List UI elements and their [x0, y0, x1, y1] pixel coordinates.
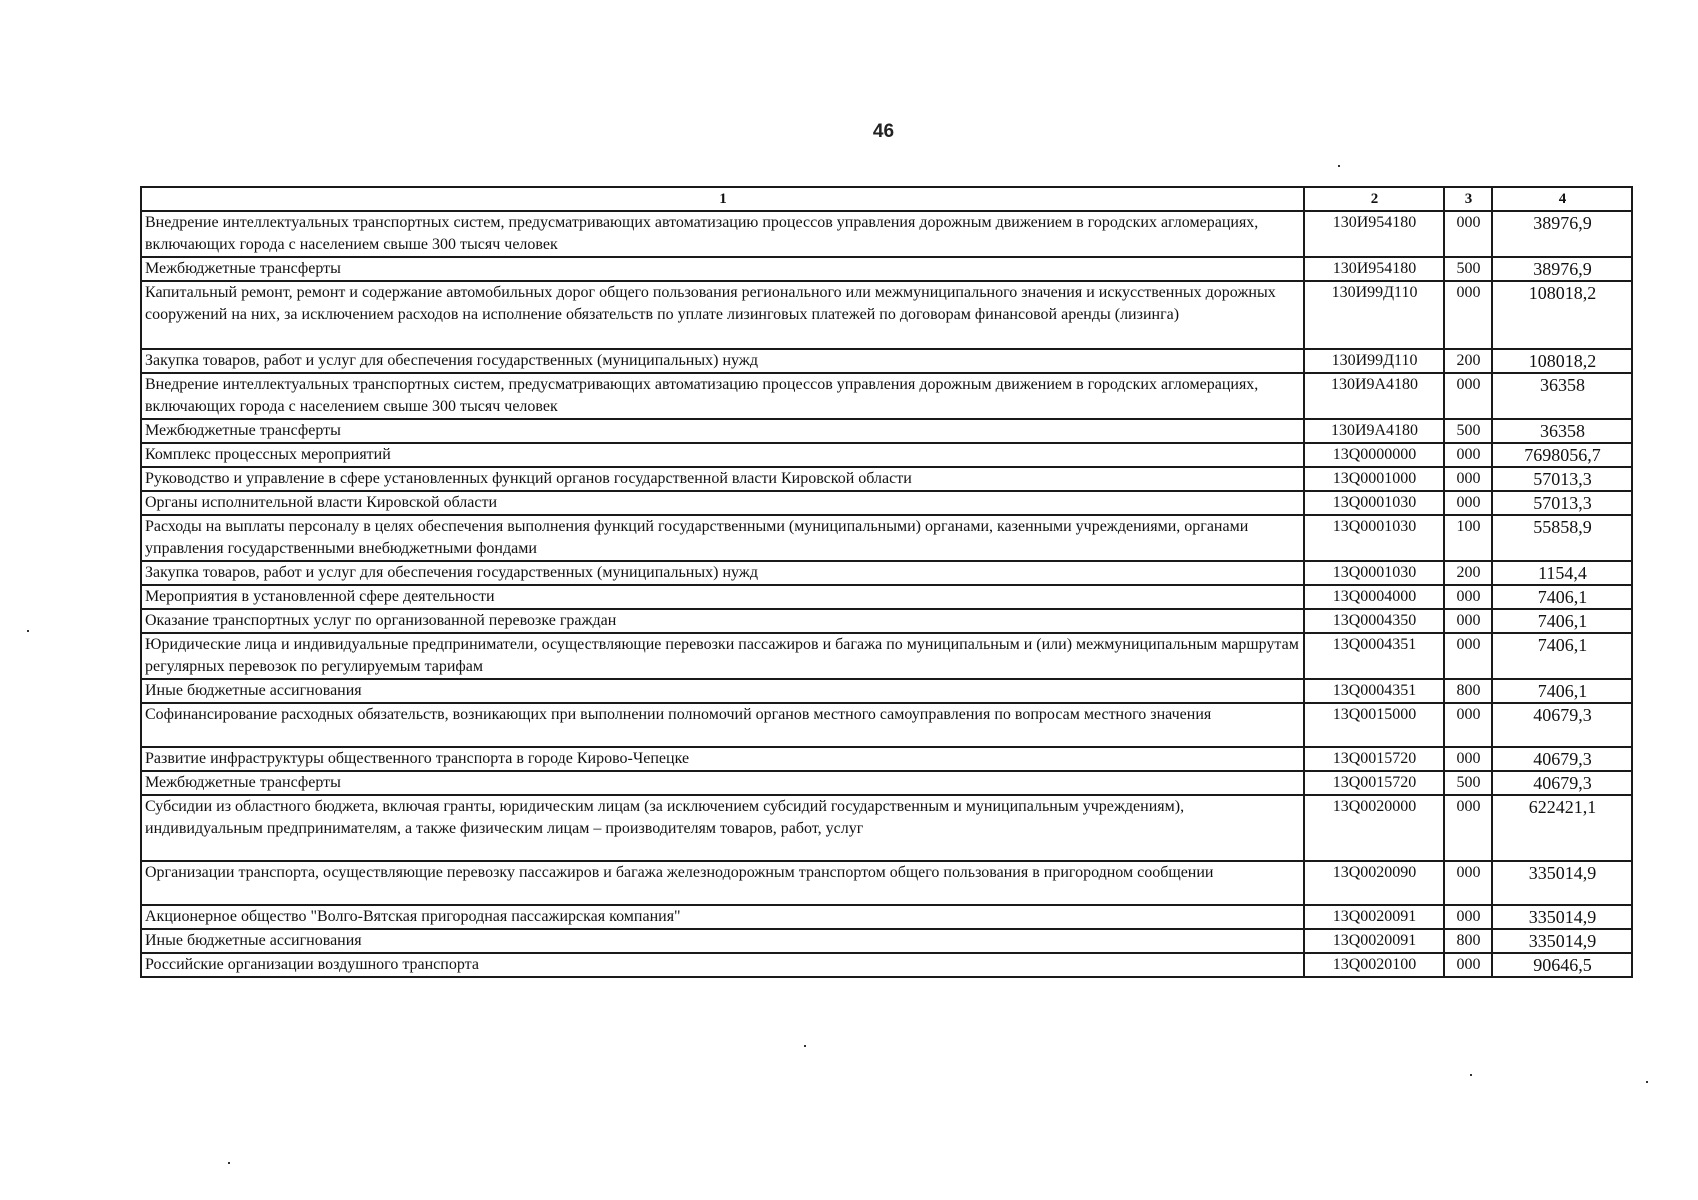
cell-kvr: 800: [1444, 679, 1492, 703]
cell-name: Внедрение интеллектуальных транспортных систем, предусматривающих автоматизацию процессов управления дорожным движением в городских агломерациях, включающих города с населением свыше 300 тысяч человек: [141, 211, 1304, 257]
scan-speck: [1470, 1074, 1472, 1076]
cell-name: Юридические лица и индивидуальные предприниматели, осуществляющие перевозки пассажиров и багажа по муниципальным и (или) межмуниципальным маршрутам регулярных перевозок по регулируемым тарифам: [141, 633, 1304, 679]
cell-code: 13Q0015000: [1304, 703, 1444, 747]
cell-name: Руководство и управление в сфере установленных функций органов государственной власти Кировской области: [141, 467, 1304, 491]
cell-kvr: 500: [1444, 771, 1492, 795]
cell-kvr: 000: [1444, 211, 1492, 257]
cell-kvr: 200: [1444, 349, 1492, 373]
table-row: [141, 679, 1632, 703]
cell-sum: 40679,3: [1492, 771, 1632, 795]
cell-code: 13Q0001030: [1304, 491, 1444, 515]
table-row: [141, 953, 1632, 977]
cell-kvr: 800: [1444, 929, 1492, 953]
table-header: [141, 187, 1632, 211]
cell-sum: 1154,4: [1492, 561, 1632, 585]
cell-kvr: 000: [1444, 373, 1492, 419]
cell-sum: 622421,1: [1492, 795, 1632, 861]
table-row: [141, 633, 1632, 679]
table-row: [141, 609, 1632, 633]
cell-kvr: 500: [1444, 419, 1492, 443]
cell-kvr: 000: [1444, 585, 1492, 609]
column-header-name: 1: [141, 187, 1304, 211]
table-row: [141, 747, 1632, 771]
cell-sum: 57013,3: [1492, 467, 1632, 491]
cell-name: Иные бюджетные ассигнования: [141, 929, 1304, 953]
cell-kvr: 000: [1444, 795, 1492, 861]
cell-code: 13Q0004351: [1304, 633, 1444, 679]
cell-sum: 7406,1: [1492, 633, 1632, 679]
cell-name: Софинансирование расходных обязательств, возникающих при выполнении полномочий органов местного самоуправления по вопросам местного значения: [141, 703, 1304, 747]
cell-kvr: 000: [1444, 703, 1492, 747]
cell-code: 13Q0015720: [1304, 771, 1444, 795]
cell-kvr: 100: [1444, 515, 1492, 561]
cell-sum: 90646,5: [1492, 953, 1632, 977]
cell-code: 130И99Д110: [1304, 349, 1444, 373]
cell-name: Российские организации воздушного транспорта: [141, 953, 1304, 977]
cell-name: Мероприятия в установленной сфере деятельности: [141, 585, 1304, 609]
cell-sum: 7698056,7: [1492, 443, 1632, 467]
cell-sum: 7406,1: [1492, 679, 1632, 703]
cell-code: 13Q0004351: [1304, 679, 1444, 703]
table-row: [141, 443, 1632, 467]
cell-sum: 7406,1: [1492, 609, 1632, 633]
table-row: [141, 281, 1632, 349]
table-row: [141, 585, 1632, 609]
table-row: [141, 349, 1632, 373]
cell-name: Расходы на выплаты персоналу в целях обеспечения выполнения функций государственными (муниципальными) органами, казенными учреждениями, органами управления государственными внебюджетными фондами: [141, 515, 1304, 561]
cell-kvr: 500: [1444, 257, 1492, 281]
cell-sum: 40679,3: [1492, 703, 1632, 747]
cell-name: Межбюджетные трансферты: [141, 771, 1304, 795]
cell-sum: 38976,9: [1492, 257, 1632, 281]
cell-code: 13Q0004000: [1304, 585, 1444, 609]
cell-code: 13Q0004350: [1304, 609, 1444, 633]
cell-name: Органы исполнительной власти Кировской области: [141, 491, 1304, 515]
table-row: [141, 795, 1632, 861]
column-header-code: 2: [1304, 187, 1444, 211]
cell-sum: 57013,3: [1492, 491, 1632, 515]
cell-code: 13Q0020100: [1304, 953, 1444, 977]
cell-sum: 335014,9: [1492, 905, 1632, 929]
scan-speck: [804, 1045, 806, 1047]
cell-sum: 36358: [1492, 373, 1632, 419]
table-row: [141, 861, 1632, 905]
cell-code: 13Q0000000: [1304, 443, 1444, 467]
cell-kvr: 000: [1444, 281, 1492, 349]
cell-sum: 335014,9: [1492, 929, 1632, 953]
cell-code: 13Q0001030: [1304, 561, 1444, 585]
cell-name: Капитальный ремонт, ремонт и содержание автомобильных дорог общего пользования регионального или межмуниципального значения и искусственных дорожных сооружений на них, за исключением расходов на исполнение обязательств по уплате лизинговых платежей по договорам финансовой аренды (лизинга): [141, 281, 1304, 349]
cell-sum: 55858,9: [1492, 515, 1632, 561]
cell-code: 13Q0020091: [1304, 929, 1444, 953]
cell-kvr: 000: [1444, 905, 1492, 929]
table-row: [141, 373, 1632, 419]
cell-name: Межбюджетные трансферты: [141, 419, 1304, 443]
cell-kvr: 000: [1444, 953, 1492, 977]
table-row: [141, 929, 1632, 953]
cell-kvr: 000: [1444, 747, 1492, 771]
cell-name: Иные бюджетные ассигнования: [141, 679, 1304, 703]
cell-name: Внедрение интеллектуальных транспортных систем, предусматривающих автоматизацию процессов управления дорожным движением в городских агломерациях, включающих города с населением свыше 300 тысяч человек: [141, 373, 1304, 419]
cell-sum: 108018,2: [1492, 281, 1632, 349]
table-body: [141, 211, 1632, 977]
cell-name: Субсидии из областного бюджета, включая гранты, юридическим лицам (за исключением субсидий государственным и муниципальным учреждениям), индивидуальным предпринимателям, а также физическим лицам – производителям товаров, работ, услуг: [141, 795, 1304, 861]
table-row: [141, 467, 1632, 491]
cell-name: Межбюджетные трансферты: [141, 257, 1304, 281]
cell-code: 13Q0015720: [1304, 747, 1444, 771]
cell-sum: 40679,3: [1492, 747, 1632, 771]
scan-speck: [228, 1162, 230, 1164]
column-header-sum: 4: [1492, 187, 1632, 211]
cell-name: Организации транспорта, осуществляющие перевозку пассажиров и багажа железнодорожным транспортом общего пользования в пригородном сообщении: [141, 861, 1304, 905]
cell-code: 130И99Д110: [1304, 281, 1444, 349]
cell-code: 13Q0020000: [1304, 795, 1444, 861]
cell-sum: 38976,9: [1492, 211, 1632, 257]
cell-sum: 335014,9: [1492, 861, 1632, 905]
table-row: [141, 771, 1632, 795]
cell-code: 13Q0020090: [1304, 861, 1444, 905]
scan-speck: [1646, 1081, 1648, 1083]
cell-name: Закупка товаров, работ и услуг для обеспечения государственных (муниципальных) нужд: [141, 561, 1304, 585]
cell-name: Комплекс процессных мероприятий: [141, 443, 1304, 467]
table-row: [141, 561, 1632, 585]
scan-speck: [27, 630, 29, 632]
table-row: [141, 419, 1632, 443]
table-row: [141, 491, 1632, 515]
cell-kvr: 000: [1444, 491, 1492, 515]
column-header-kvr: 3: [1444, 187, 1492, 211]
cell-kvr: 000: [1444, 861, 1492, 905]
budget-table: [140, 186, 1633, 978]
page-number: 46: [872, 121, 895, 142]
cell-code: 130И954180: [1304, 211, 1444, 257]
cell-kvr: 000: [1444, 633, 1492, 679]
cell-sum: 36358: [1492, 419, 1632, 443]
header-row: [141, 187, 1632, 211]
cell-code: 130И9А4180: [1304, 419, 1444, 443]
cell-code: 13Q0020091: [1304, 905, 1444, 929]
cell-name: Развитие инфраструктуры общественного транспорта в городе Кирово-Чепецке: [141, 747, 1304, 771]
cell-name: Закупка товаров, работ и услуг для обеспечения государственных (муниципальных) нужд: [141, 349, 1304, 373]
cell-sum: 7406,1: [1492, 585, 1632, 609]
cell-kvr: 000: [1444, 467, 1492, 491]
cell-kvr: 200: [1444, 561, 1492, 585]
cell-name: Оказание транспортных услуг по организованной перевозке граждан: [141, 609, 1304, 633]
table-row: [141, 905, 1632, 929]
cell-kvr: 000: [1444, 609, 1492, 633]
cell-code: 130И954180: [1304, 257, 1444, 281]
table-row: [141, 257, 1632, 281]
table-row: [141, 211, 1632, 257]
cell-code: 13Q0001000: [1304, 467, 1444, 491]
cell-sum: 108018,2: [1492, 349, 1632, 373]
cell-name: Акционерное общество "Волго-Вятская пригородная пассажирская компания": [141, 905, 1304, 929]
cell-kvr: 000: [1444, 443, 1492, 467]
table-row: [141, 515, 1632, 561]
cell-code: 130И9А4180: [1304, 373, 1444, 419]
cell-code: 13Q0001030: [1304, 515, 1444, 561]
scan-speck: [1338, 165, 1340, 167]
table-row: [141, 703, 1632, 747]
